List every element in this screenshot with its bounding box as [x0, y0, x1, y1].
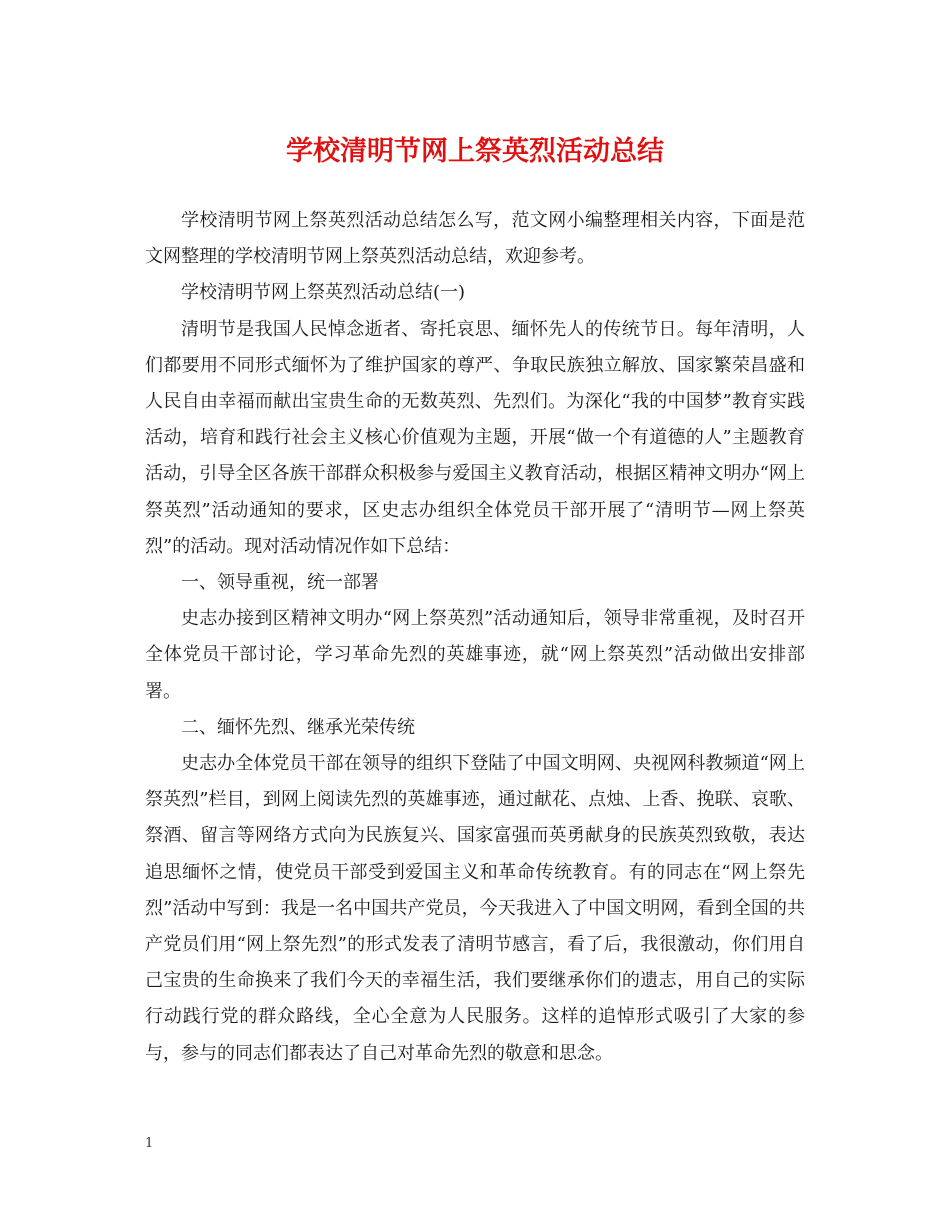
- section-heading-1: 一、领导重视，统一部署: [181, 572, 379, 594]
- intro-paragraph: 学校清明节网上祭英烈活动总结怎么写，范文网小编整理相关内容，下面是范文网整理的学校清明节网上祭英烈活动总结，欢迎参考。: [145, 210, 805, 268]
- document-body: [145, 203, 805, 1072]
- section-subtitle: 学校清明节网上祭英烈活动总结(一): [181, 282, 466, 304]
- body-paragraph: 清明节是我国人民悼念逝者、寄托哀思、缅怀先人的传统节日。每年清明，人们都要用不同形式缅怀为了维护国家的尊严、争取民族独立解放、国家繁荣昌盛和人民自由幸福而献出宝贵生命的无数英烈、先烈们。为深化“我的中国梦”教育实践活动，培育和践行社会主义核心价值观为主题，开展“做一个有道德的人”主题教育活动，引导全区各族干部群众积极参与爱国主义教育活动，根据区精神文明办“网上祭英烈”活动通知的要求，区史志办组织全体党员干部开展了“清明节—网上祭英烈”的活动。现对活动情况作如下总结：: [145, 318, 805, 557]
- section-heading-2: 二、缅怀先烈、继承光荣传统: [181, 716, 415, 738]
- body-paragraph: 史志办全体党员干部在领导的组织下登陆了中国文明网、央视网科教频道“网上祭英烈”栏目，到网上阅读先烈的英雄事迹，通过献花、点烛、上香、挽联、哀歌、祭酒、留言等网络方式向为民族复兴、国家富强而英勇献身的民族英烈致敬，表达追思缅怀之情，使党员干部受到爱国主义和革命传统教育。有的同志在“网上祭先烈”活动中写到：我是一名中国共产党员，今天我进入了中国文明网，看到全国的共产党员们用“网上祭先烈”的形式发表了清明节感言，看了后，我很激动，你们用自己宝贵的生命换来了我们今天的幸福生活，我们要继承你们的遗志，用自己的实际行动践行党的群众路线，全心全意为人民服务。这样的追悼形式吸引了大家的参与，参与的同志们都表达了自己对革命先烈的敬意和思念。: [145, 753, 805, 1064]
- body-paragraph: 史志办接到区精神文明办“网上祭英烈”活动通知后，领导非常重视，及时召开全体党员干部讨论，学习革命先烈的英雄事迹，就“网上祭英烈”活动做出安排部署。: [145, 608, 805, 702]
- page-number: 1: [145, 1136, 154, 1151]
- document-title: 学校清明节网上祭英烈活动总结: [286, 136, 664, 167]
